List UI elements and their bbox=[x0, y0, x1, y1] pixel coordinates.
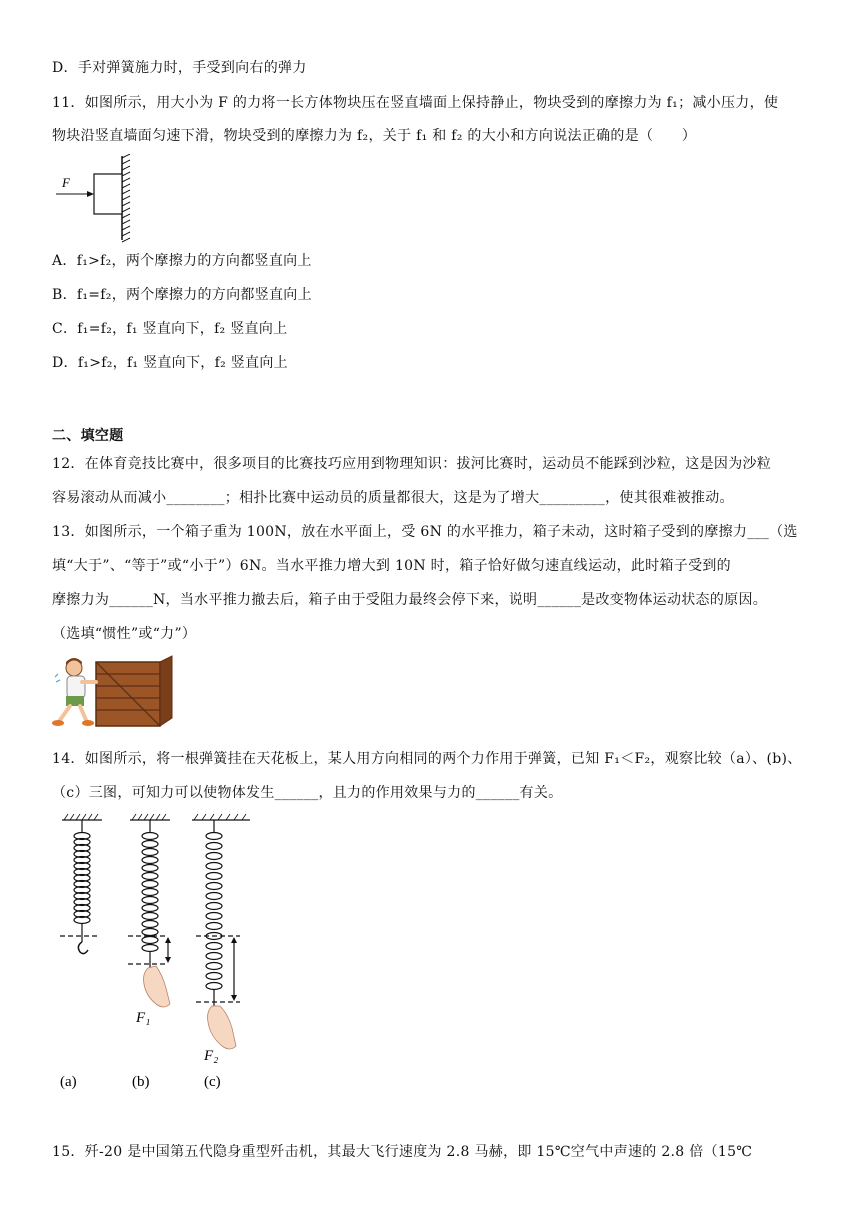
q12-line1: 12．在体育竞技比赛中，很多项目的比赛技巧应用到物理知识：拔河比赛时，运动员不能踩到沙粒，这是因为沙粒 bbox=[52, 456, 772, 472]
q10-option-d: D．手对弹簧施力时，手受到向右的弹力 bbox=[52, 60, 307, 76]
q11-option-c: C．f₁=f₂，f₁ 竖直向下，f₂ 竖直向上 bbox=[52, 321, 288, 337]
label-f1: F₁ bbox=[136, 1010, 151, 1026]
q13-line2: 填“大于”、“等于”或“小于”）6N。当水平推力增大到 10N 时，箱子恰好做匀速直线运动，此时箱子受到的 bbox=[52, 558, 731, 574]
label-c: (c) bbox=[204, 1074, 221, 1090]
force-label-f: F bbox=[62, 175, 70, 190]
q12-line2: 容易滚动从而减小________；相扑比赛中运动员的质量都很大，这是为了增大_________，使其很难被推动。 bbox=[52, 490, 734, 506]
q13-line1: 13．如图所示，一个箱子重为 100N，放在水平面上，受 6N 的水平推力，箱子未动，这时箱子受到的摩擦力___（选 bbox=[52, 524, 798, 540]
q11-block-wall-figure bbox=[52, 154, 142, 244]
q14-springs-figure bbox=[56, 810, 266, 1092]
q11-option-a: A．f₁>f₂，两个摩擦力的方向都竖直向上 bbox=[52, 253, 312, 269]
q13-line3: 摩擦力为______N，当水平推力撤去后，箱子由于受阻力最终会停下来，说明______是改变物体运动状态的原因。 bbox=[52, 592, 768, 608]
q11-stem-line1: 11．如图所示，用大小为 F 的力将一长方体物块压在竖直墙面上保持静止，物块受到的摩擦力为 f₁；减小压力，使 bbox=[52, 95, 779, 111]
label-f2: F₂ bbox=[204, 1048, 219, 1064]
section-title-fill-in: 二、填空题 bbox=[52, 428, 124, 444]
q15-line1: 15．歼-20 是中国第五代隐身重型歼击机，其最大飞行速度为 2.8 马赫，即 15℃空气中声速的 2.8 倍（15℃ bbox=[52, 1144, 753, 1160]
q13-person-pushing-box-figure bbox=[52, 654, 176, 730]
q13-line4: （选填“惯性”或“力”） bbox=[52, 626, 197, 642]
q14-line2: （c）三图，可知力可以使物体发生______，且力的作用效果与力的______有关。 bbox=[52, 785, 563, 801]
q14-line1: 14．如图所示，将一根弹簧挂在天花板上，某人用方向相同的两个力作用于弹簧，已知 F₁＜F₂，观察比较（a）、(b)、 bbox=[52, 751, 802, 767]
q11-option-b: B．f₁=f₂，两个摩擦力的方向都竖直向上 bbox=[52, 287, 312, 303]
label-b: (b) bbox=[132, 1074, 150, 1090]
label-a: (a) bbox=[60, 1074, 77, 1090]
q11-stem-line2: 物块沿竖直墙面匀速下滑，物块受到的摩擦力为 f₂，关于 f₁ 和 f₂ 的大小和方向说法正确的是（ ） bbox=[52, 128, 697, 144]
q11-option-d: D．f₁>f₂，f₁ 竖直向下，f₂ 竖直向上 bbox=[52, 355, 288, 371]
